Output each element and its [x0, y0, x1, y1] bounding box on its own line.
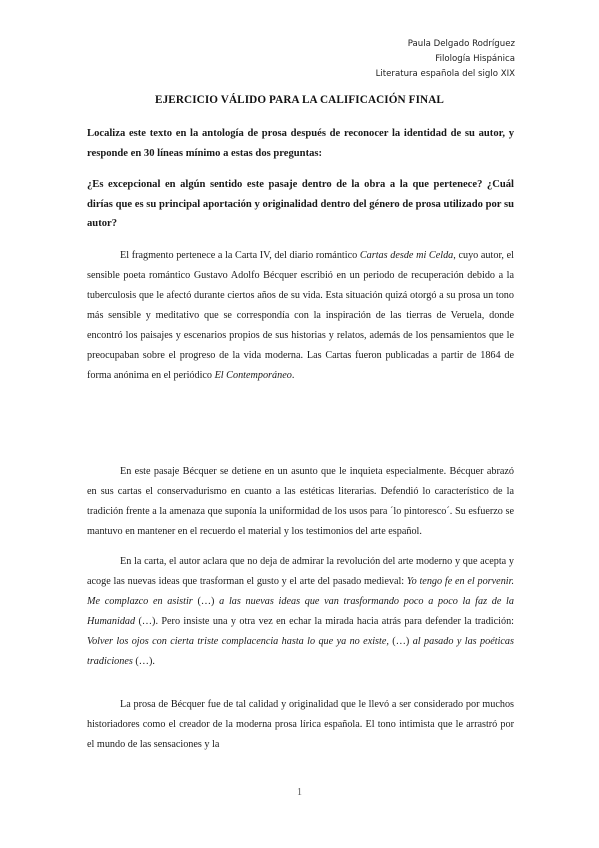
instruction-paragraph: Localiza este texto en la antología de prosa después de reconocer la identidad de su autor, y responde en 30 líneas mínimo a estas dos preguntas:: [87, 128, 514, 159]
body-paragraph-2: En este pasaje Bécquer se detiene en un asunto que le inquieta especialmente. Bécquer abrazó en sus cartas el conservadurismo en cuanto a las estéticas literarias. Defendió lo característico de la tradición frente a la amenaza que suponía la uniformidad de los usos para ´lo pintoresco´. Su esfuerzo se mantuvo en mantener en el recuerdo el material y los testimonios del arte español.: [87, 466, 514, 537]
p1-work-title: Cartas desde mi Celda: [359, 250, 454, 261]
p3-text-e: (…). Pero insiste una y otra vez en echar la mirada hacia atrás para defender la tradición:: [135, 616, 514, 627]
p3-quote-2: a las nuevas ideas que van trasformando poco a poco la faz de la Humanidad: [87, 596, 514, 627]
document-title: EJERCICIO VÁLIDO PARA LA CALIFICACIÓN FINAL: [155, 94, 444, 106]
p3-text-i: (…).: [132, 656, 155, 667]
course-name: Literatura española del siglo XIX: [375, 69, 515, 79]
p3-ellipsis-1: (…): [192, 596, 220, 607]
p3-quote-4: al pasado y las poéticas tradiciones: [87, 636, 514, 667]
body-paragraph-3: [87, 552, 514, 672]
p3-ellipsis-2: (…): [388, 636, 413, 647]
p1-text-e: .: [291, 370, 295, 381]
p1-newspaper-title: El Contemporáneo: [214, 370, 292, 381]
page-number: 1: [297, 787, 302, 798]
p1-text-a: El fragmento pertenece a la Carta IV, del diario romántico: [120, 250, 360, 261]
degree-name: Filología Hispánica: [435, 54, 515, 64]
body-paragraph-1: [87, 246, 514, 386]
p3-quote-3: Volver los ojos con cierta triste complacencia hasta lo que ya no existe,: [87, 636, 389, 647]
author-header: [376, 37, 515, 82]
p3-text-a: En la carta, el autor aclara que no deja de admirar la revolución del arte moderno y que acepta y acoge las nuevas ideas que trasforman el gusto y el arte del pasado medieval:: [87, 556, 514, 587]
p3-quote-1: Yo tengo fe en el porvenir. Me complazco en asistir: [87, 576, 514, 607]
author-name: Paula Delgado Rodríguez: [407, 39, 515, 49]
body-paragraph-4: La prosa de Bécquer fue de tal calidad y originalidad que le llevó a ser considerado por muchos historiadores como el creador de la moderna prosa lírica española. El tono intimista que le arrastró por el mundo de las sensaciones y la: [87, 699, 514, 750]
questions-paragraph: ¿Es excepcional en algún sentido este pasaje dentro de la obra a la que pertenece? ¿Cuál dirías que es su principal aportación y originalidad dentro del género de prosa utilizado por su autor?: [87, 179, 514, 229]
p1-text-c: , cuyo autor, el sensible poeta romántico Gustavo Adolfo Bécquer escribió en un periodo de recuperación debido a la tuberculosis que le afectó durante ciertos años de su vida. Esta situación quizá otorgó a su prosa un tono más sensible y meditativo que se correspondía con la inspiración de las tierras de Veruela, donde encontró los paisajes y escenarios propios de sus historias y relatos, además de los pensamientos que le preocupaban sobre el progreso de la vida moderna. Las Cartas fueron publicadas a partir de 1864 de forma anónima en el periódico: [87, 250, 514, 381]
